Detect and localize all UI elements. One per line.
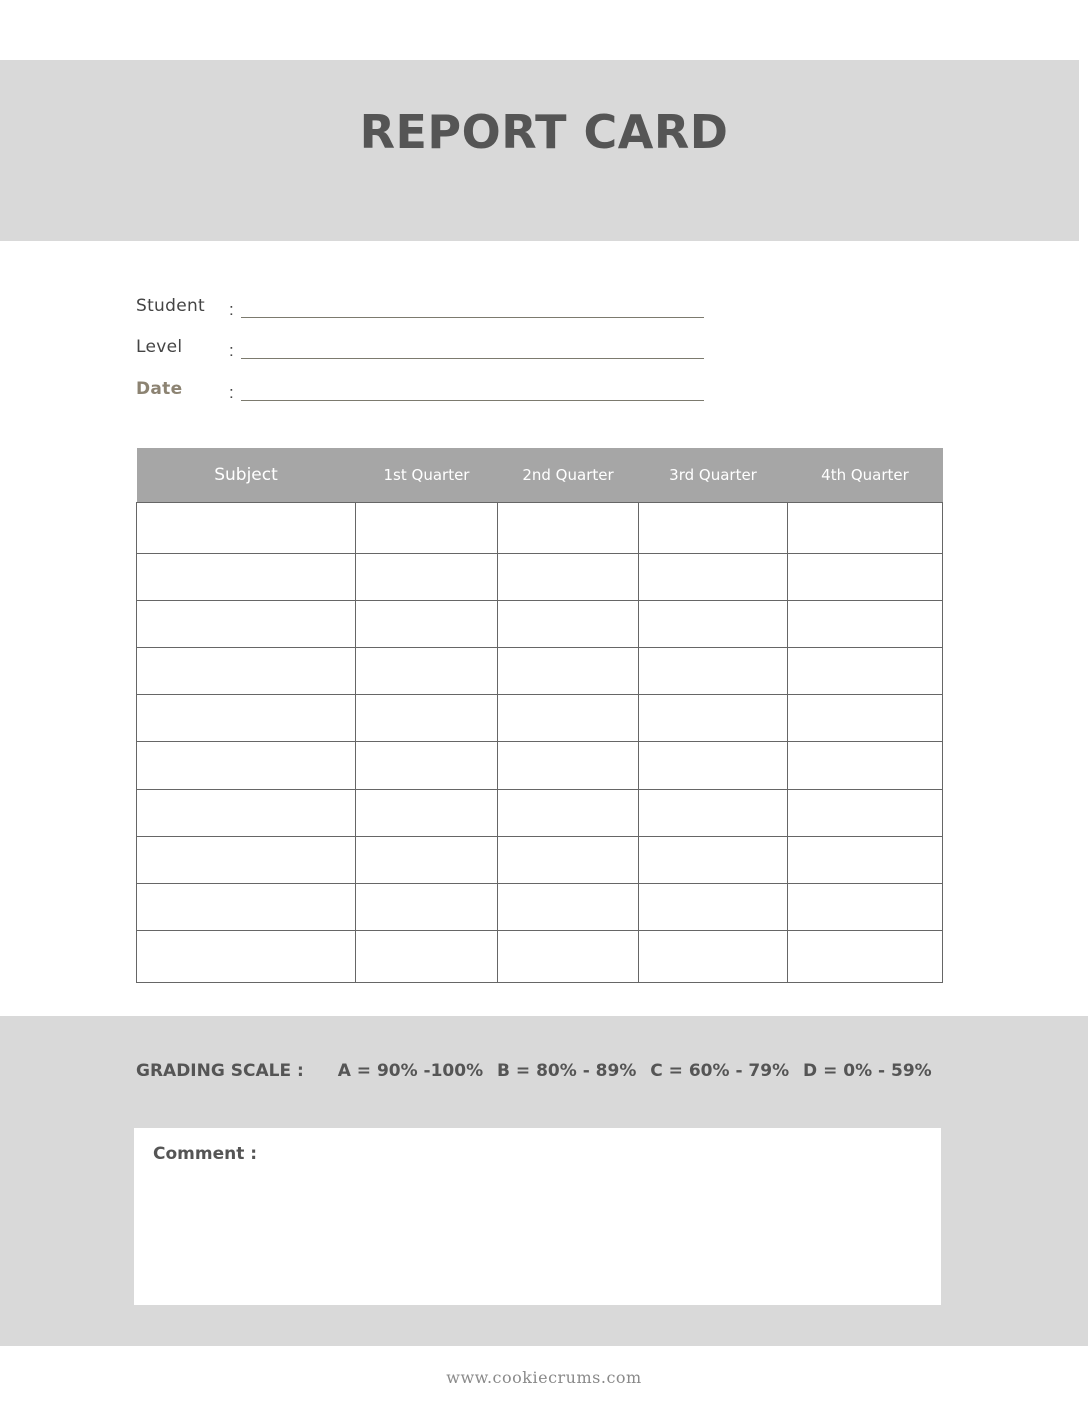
- grade-cell[interactable]: [498, 789, 639, 836]
- subject-cell[interactable]: [137, 648, 356, 695]
- grade-cell[interactable]: [639, 883, 788, 930]
- grade-cell[interactable]: [639, 601, 788, 648]
- table-row: [137, 503, 943, 554]
- header-subject: Subject: [137, 448, 356, 503]
- header-q2: 2nd Quarter: [498, 448, 639, 503]
- grade-cell[interactable]: [498, 836, 639, 883]
- table-row: [137, 883, 943, 930]
- grade-cell[interactable]: [356, 930, 498, 982]
- grade-cell[interactable]: [498, 742, 639, 789]
- grade-cell[interactable]: [639, 695, 788, 742]
- grade-b: B = 80% - 89%: [497, 1061, 637, 1081]
- student-field: [136, 296, 706, 326]
- grading-scale-label: GRADING SCALE :: [136, 1061, 304, 1081]
- grade-cell[interactable]: [639, 648, 788, 695]
- subject-cell[interactable]: [137, 836, 356, 883]
- grade-cell[interactable]: [639, 742, 788, 789]
- comment-label: Comment :: [153, 1144, 258, 1164]
- header-q3: 3rd Quarter: [639, 448, 788, 503]
- subject-cell[interactable]: [137, 930, 356, 982]
- grade-cell[interactable]: [498, 883, 639, 930]
- grade-cell[interactable]: [356, 554, 498, 601]
- grade-cell[interactable]: [788, 789, 943, 836]
- level-label: Level: [136, 337, 183, 357]
- grade-cell[interactable]: [788, 695, 943, 742]
- table-row: [137, 742, 943, 789]
- subject-cell[interactable]: [137, 883, 356, 930]
- table-row: [137, 554, 943, 601]
- subject-cell[interactable]: [137, 601, 356, 648]
- grade-cell[interactable]: [498, 930, 639, 982]
- grade-a: A = 90% -100%: [337, 1061, 484, 1081]
- grade-cell[interactable]: [356, 883, 498, 930]
- field-colon: :: [229, 383, 234, 402]
- grade-cell[interactable]: [639, 554, 788, 601]
- date-field: [136, 379, 706, 409]
- grading-scale: [136, 1061, 940, 1081]
- subject-cell[interactable]: [137, 695, 356, 742]
- level-field: [136, 337, 706, 367]
- field-colon: :: [229, 300, 234, 319]
- level-input-line[interactable]: [241, 358, 704, 359]
- table-row: [137, 648, 943, 695]
- grade-cell[interactable]: [356, 742, 498, 789]
- student-input-line[interactable]: [241, 317, 704, 318]
- table-row: [137, 836, 943, 883]
- date-input-line[interactable]: [241, 400, 704, 401]
- grade-cell[interactable]: [788, 601, 943, 648]
- grade-cell[interactable]: [788, 742, 943, 789]
- grade-cell[interactable]: [788, 554, 943, 601]
- grade-cell[interactable]: [639, 789, 788, 836]
- grade-cell[interactable]: [356, 503, 498, 554]
- header-q1: 1st Quarter: [356, 448, 498, 503]
- table-header-row: [137, 448, 943, 503]
- grade-cell[interactable]: [356, 836, 498, 883]
- grades-table: [136, 448, 943, 983]
- grade-cell[interactable]: [356, 789, 498, 836]
- grade-cell[interactable]: [788, 503, 943, 554]
- grade-cell[interactable]: [788, 648, 943, 695]
- footer-website: www.cookiecrums.com: [446, 1368, 642, 1387]
- table-row: [137, 695, 943, 742]
- table-row: [137, 789, 943, 836]
- table-row: [137, 601, 943, 648]
- subject-cell[interactable]: [137, 789, 356, 836]
- table-row: [137, 930, 943, 982]
- grade-cell[interactable]: [639, 836, 788, 883]
- grade-cell[interactable]: [639, 930, 788, 982]
- grade-cell[interactable]: [788, 930, 943, 982]
- grade-cell[interactable]: [498, 648, 639, 695]
- grade-cell[interactable]: [498, 601, 639, 648]
- grade-cell[interactable]: [498, 554, 639, 601]
- grade-cell[interactable]: [498, 695, 639, 742]
- student-label: Student: [136, 296, 206, 316]
- header-q4: 4th Quarter: [788, 448, 943, 503]
- subject-cell[interactable]: [137, 742, 356, 789]
- grade-cell[interactable]: [788, 883, 943, 930]
- grade-cell[interactable]: [639, 503, 788, 554]
- grade-cell[interactable]: [356, 601, 498, 648]
- grade-c: C = 60% - 79%: [650, 1061, 790, 1081]
- comment-box[interactable]: [134, 1128, 941, 1305]
- grade-cell[interactable]: [356, 648, 498, 695]
- grade-cell[interactable]: [498, 503, 639, 554]
- date-label: Date: [136, 379, 183, 399]
- grade-cell[interactable]: [788, 836, 943, 883]
- grade-cell[interactable]: [356, 695, 498, 742]
- field-colon: :: [229, 341, 234, 360]
- subject-cell[interactable]: [137, 503, 356, 554]
- subject-cell[interactable]: [137, 554, 356, 601]
- grade-d: D = 0% - 59%: [803, 1061, 932, 1081]
- page-title: REPORT CARD: [359, 105, 729, 159]
